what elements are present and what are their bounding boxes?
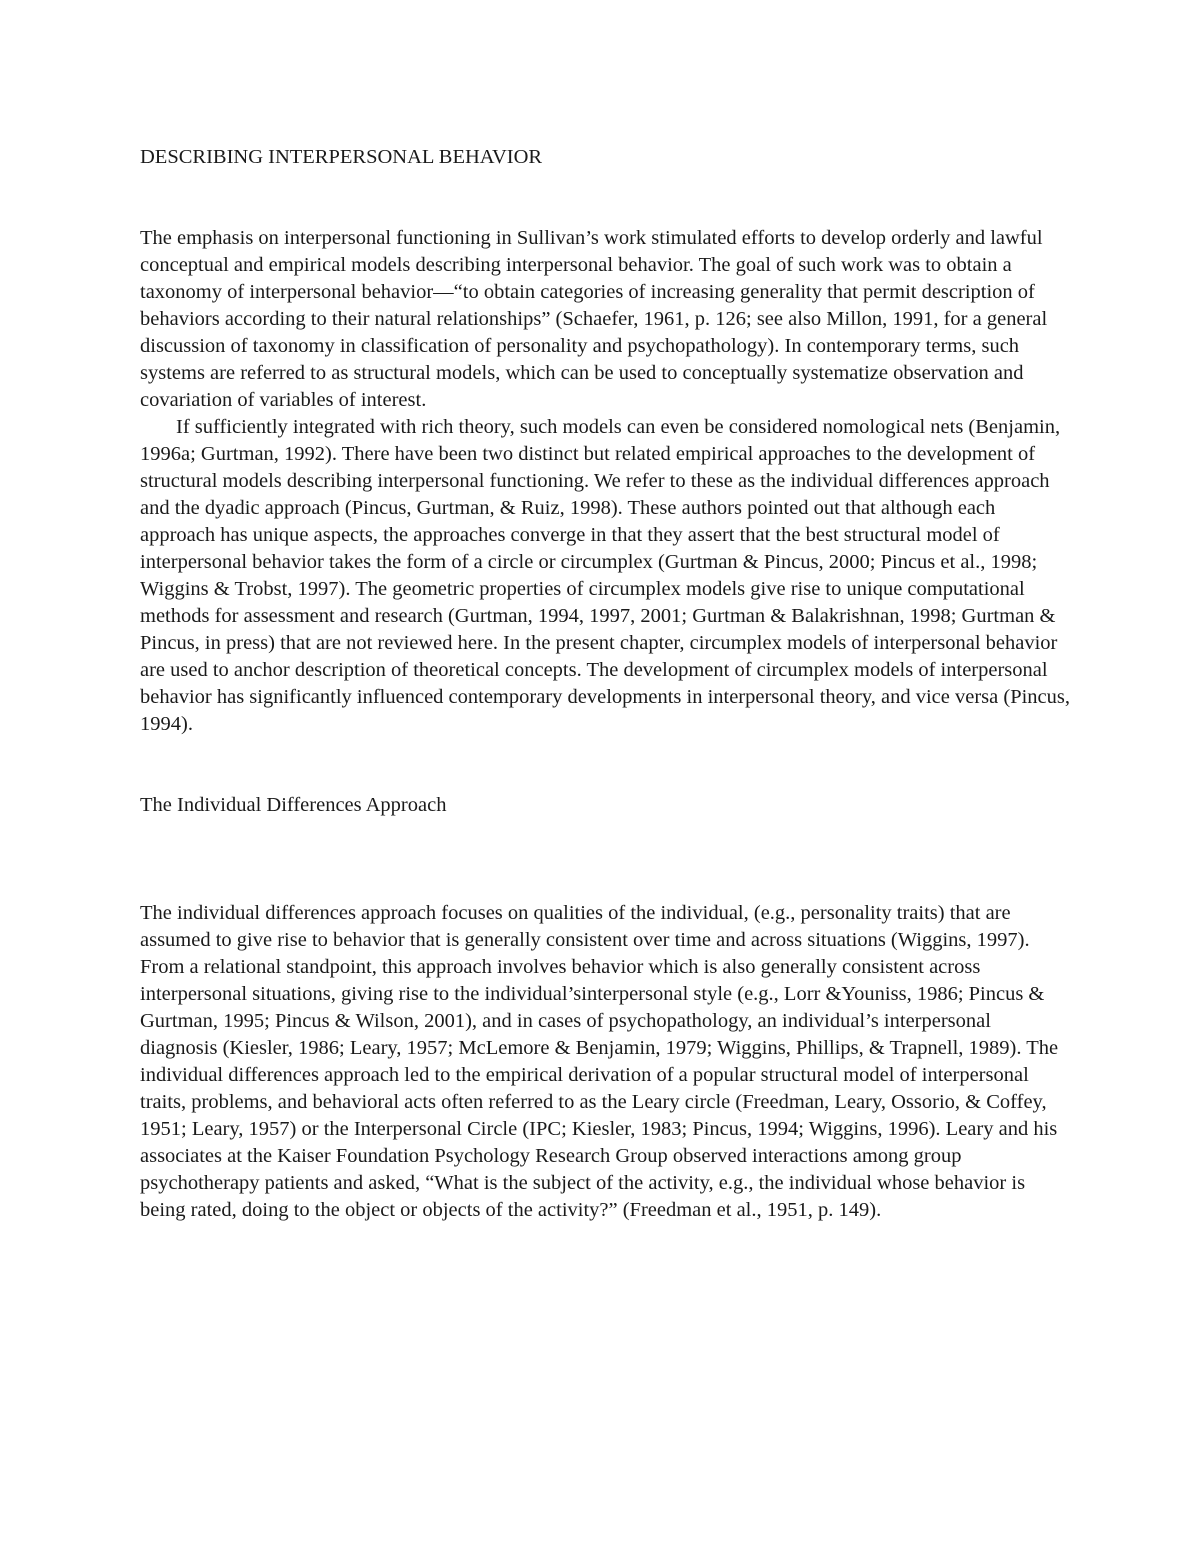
section-heading-individual-differences: The Individual Differences Approach — [140, 794, 447, 816]
paragraph-sullivan-emphasis: The emphasis on interpersonal functioning in Sullivan’s work stimulated efforts to develop orderly and lawful conceptual and empirical models describing interpersonal behavior. The goal of such work was to obtain a taxonomy of interpersonal behavior—“to obtain categories of increasing generality that permit description of behaviors according to their natural relationships” (Schaefer, 1961, p. 126; see also Millon, 1991, for a general discussion of taxonomy in classification of personality and psychopathology). In contemporary terms, such systems are referred to as structural models, which can be used to conceptually systematize observation and covariation of variables of interest. — [140, 227, 1048, 411]
document-page — [140, 144, 1070, 1224]
section-heading-describing-interpersonal-behavior: DESCRIBING INTERPERSONAL BEHAVIOR — [140, 146, 543, 168]
paragraph-nomological-nets: If sufficiently integrated with rich theory, such models can even be considered nomological nets (Benjamin, 1996a; Gurtman, 1992). There have been two distinct but related empirical approaches to the development of structural models describing interpersonal functioning. We refer to these as the individual differences approach and the dyadic approach (Pincus, Gurtman, & Ruiz, 1998). These authors pointed out that although each approach has unique aspects, the approaches converge in that they assert that the best structural model of interpersonal behavior takes the form of a circle or circumplex (Gurtman & Pincus, 2000; Pincus et al., 1998; Wiggins & Trobst, 1997). The geometric properties of circumplex models give rise to unique computational methods for assessment and research (Gurtman, 1994, 1997, 2001; Gurtman & Balakrishnan, 1998; Gurtman & Pincus, in press) that are not reviewed here. In the present chapter, circumplex models of interpersonal behavior are used to anchor description of theoretical concepts. The development of circumplex models of interpersonal behavior has significantly influenced contemporary developments in interpersonal theory, and vice versa (Pincus, 1994). — [140, 416, 1070, 735]
paragraph-individual-differences: The individual differences approach focuses on qualities of the individual, (e.g., personality traits) that are assumed to give rise to behavior that is generally consistent over time and across situations (Wiggins, 1997). From a relational standpoint, this approach involves behavior which is also generally consistent across interpersonal situations, giving rise to the individual’sinterpersonal style (e.g., Lorr &Youniss, 1986; Pincus & Gurtman, 1995; Pincus & Wilson, 2001), and in cases of psychopathology, an individual’s interpersonal diagnosis (Kiesler, 1986; Leary, 1957; McLemore & Benjamin, 1979; Wiggins, Phillips, & Trapnell, 1989). The individual differences approach led to the empirical derivation of a popular structural model of interpersonal traits, problems, and behavioral acts often referred to as the Leary circle (Freedman, Leary, Ossorio, & Coffey, 1951; Leary, 1957) or the Interpersonal Circle (IPC; Kiesler, 1983; Pincus, 1994; Wiggins, 1996). Leary and his associates at the Kaiser Foundation Psychology Research Group observed interactions among group psychotherapy patients and asked, “What is the subject of the activity, e.g., the individual whose behavior is being rated, doing to the object or objects of the activity?” (Freedman et al., 1951, p. 149). — [140, 902, 1059, 1221]
section-spacer — [140, 738, 1070, 792]
